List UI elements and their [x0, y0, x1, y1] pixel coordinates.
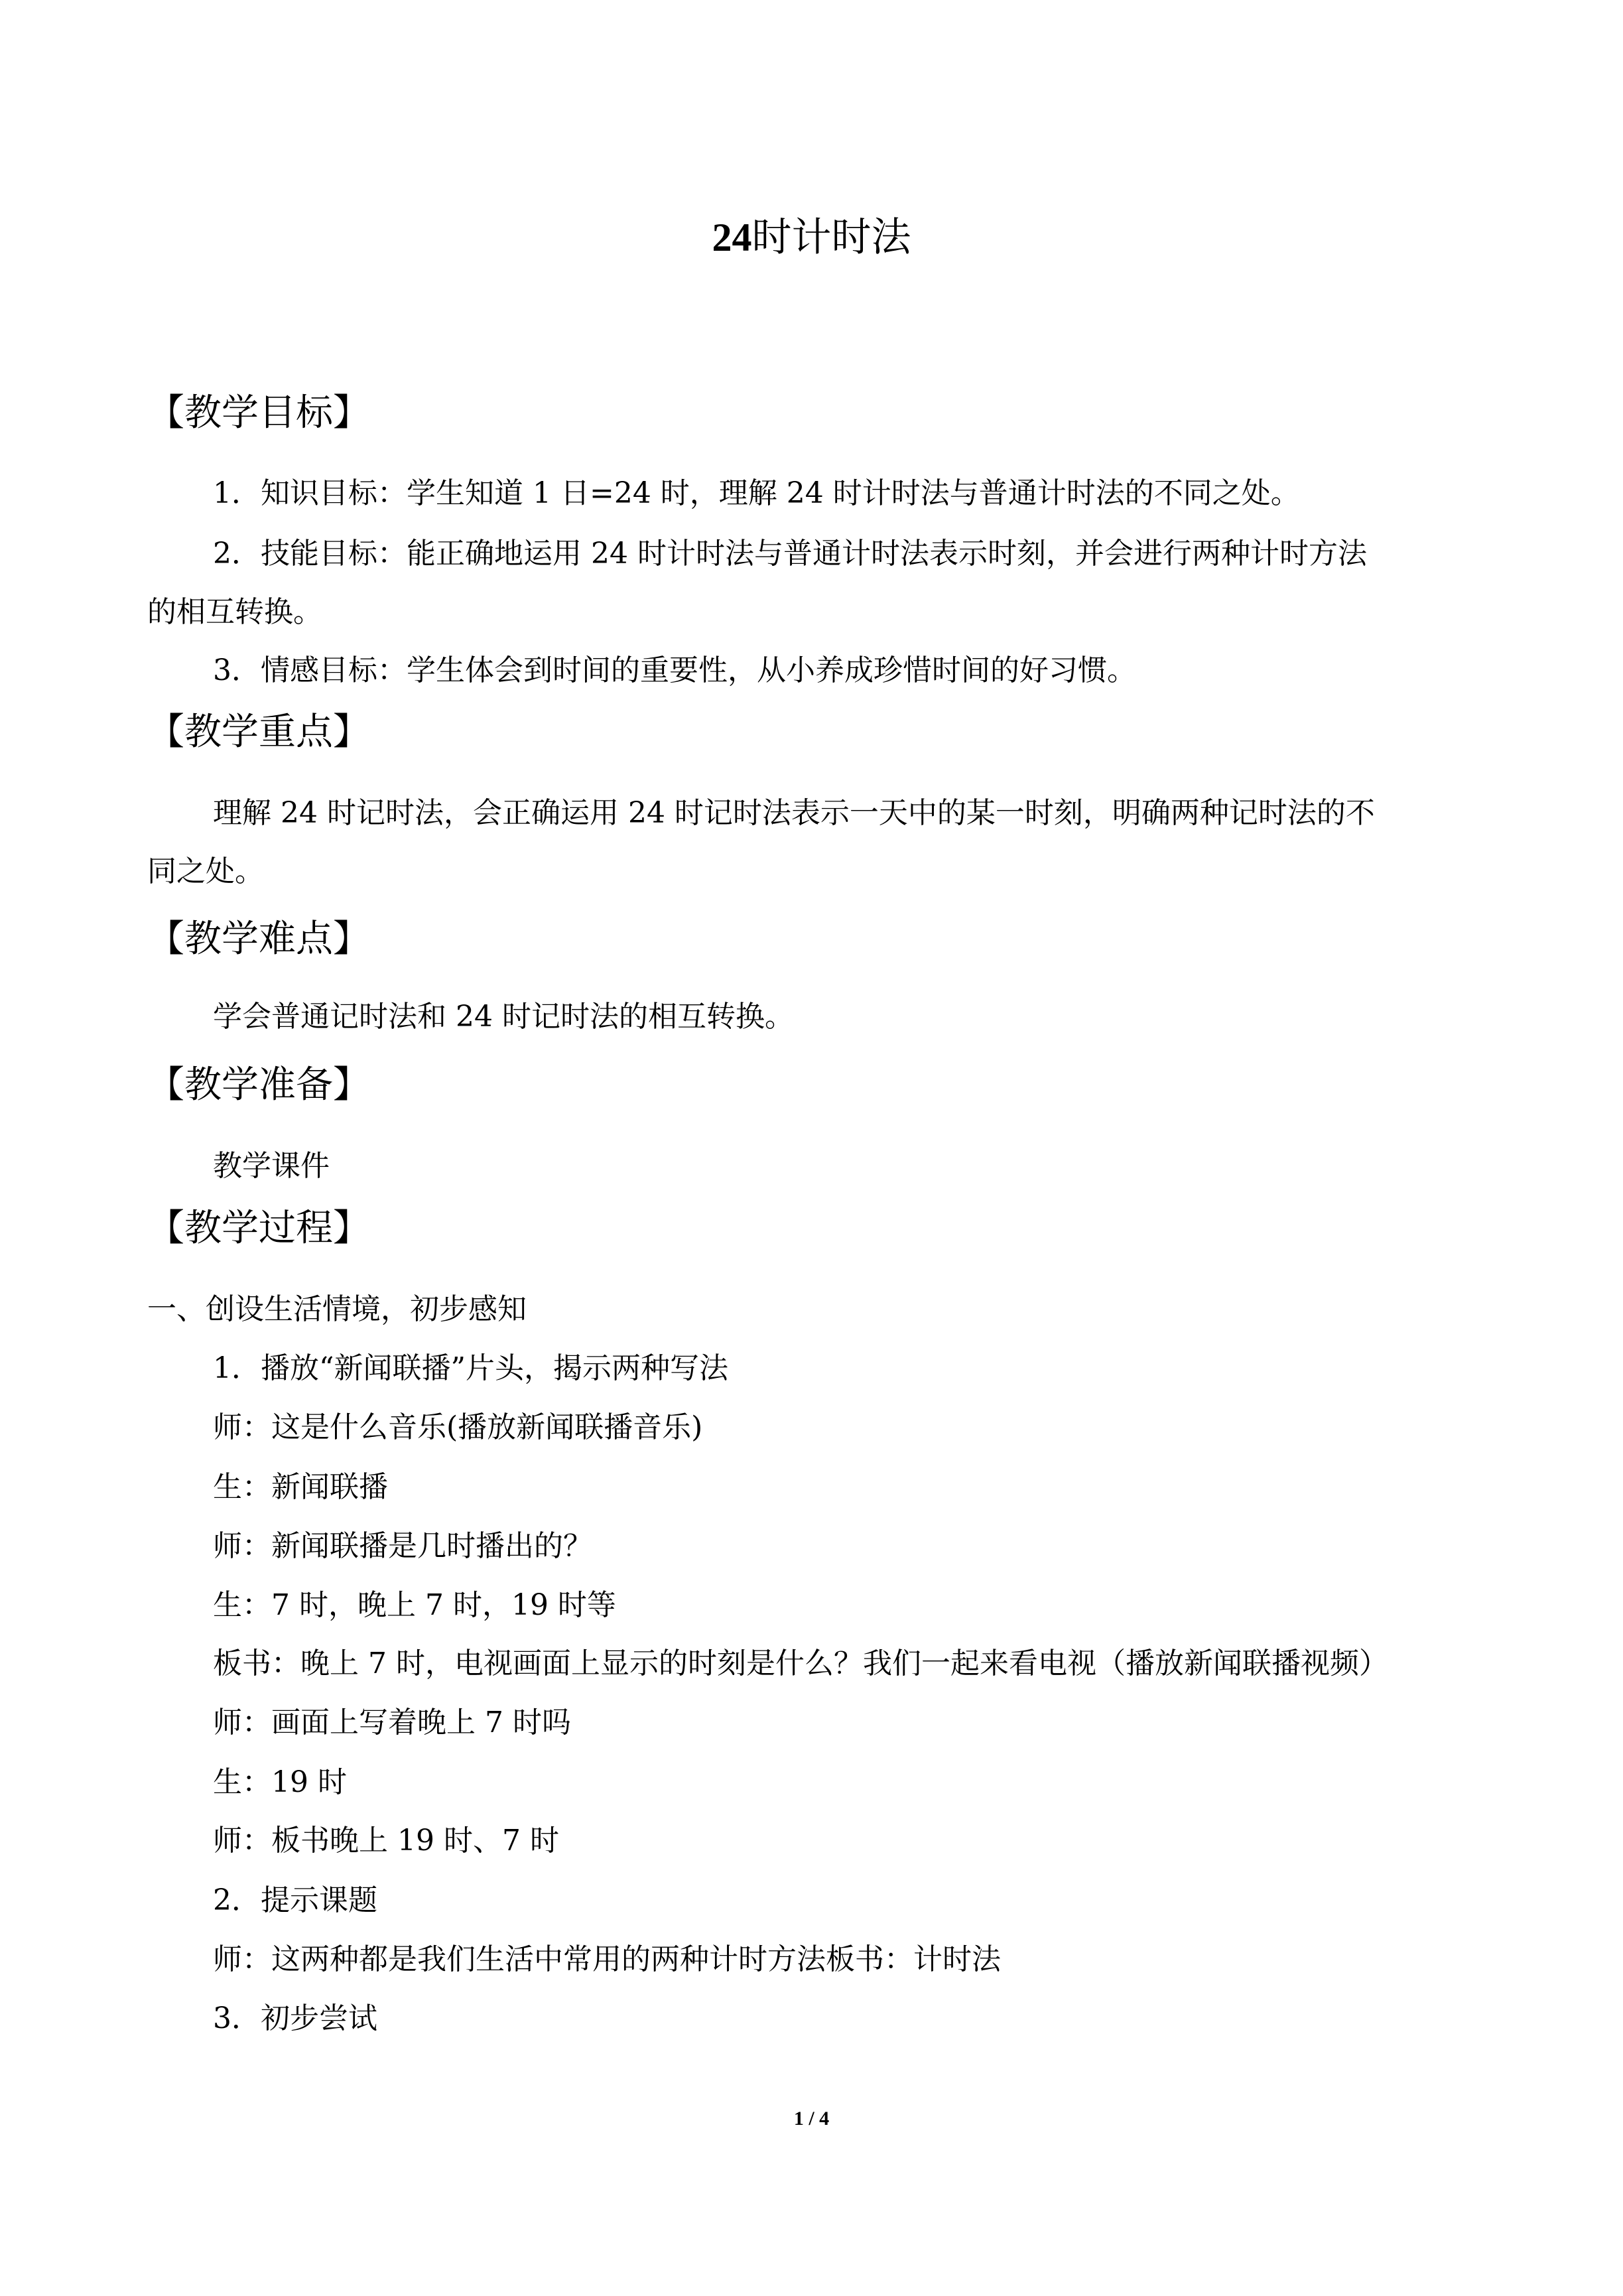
process-line: 3．初步尝试	[213, 2001, 377, 2035]
process-line: 师：这是什么音乐(播放新闻联播音乐)	[213, 1410, 703, 1444]
document-title	[0, 211, 1623, 264]
objective-2-line-1: 2．技能目标：能正确地运用 24 时计时法与普通计时法表示时刻，并会进行两种计时方法	[213, 537, 1367, 571]
process-line: 师：新闻联播是几时播出的？	[213, 1529, 592, 1563]
title-number: 24	[712, 216, 752, 259]
title-text: 时计时法	[751, 214, 911, 261]
process-line: 1．播放“新闻联播”片头，揭示两种写法	[213, 1351, 728, 1385]
process-line: 板书：晚上 7 时，电视画面上显示的时刻是什么？我们一起来看电视（播放新闻联播视频）	[213, 1647, 1388, 1680]
key-points-line-2: 同之处。	[147, 854, 264, 888]
preparation-heading: 【教学准备】	[147, 1063, 370, 1107]
key-points-line-1: 理解 24 时记时法，会正确运用 24 时记时法表示一天中的某一时刻，明确两种记时法的不	[213, 796, 1375, 830]
process-line: 生：7 时，晚上 7 时，19 时等	[213, 1588, 616, 1622]
objective-2-line-2: 的相互转换。	[147, 595, 322, 629]
process-line: 师：这两种都是我们生活中常用的两种计时方法板书：计时法	[213, 1942, 1001, 1976]
page-number: 1 / 4	[793, 2108, 830, 2129]
process-line: 2．提示课题	[213, 1883, 377, 1917]
objectives-heading: 【教学目标】	[147, 391, 370, 435]
objective-1: 1．知识目标：学生知道 1 日=24 时，理解 24 时计时法与普通计时法的不同之处。	[213, 476, 1300, 510]
difficulty-text: 学会普通记时法和 24 时记时法的相互转换。	[213, 1000, 794, 1034]
process-line: 生：19 时	[213, 1765, 347, 1799]
process-line: 师：画面上写着晚上 7 时吗	[213, 1706, 571, 1739]
process-line: 生：新闻联播	[213, 1470, 388, 1504]
key-points-heading: 【教学重点】	[147, 710, 370, 754]
process-line: 一、创设生活情境，初步感知	[147, 1292, 527, 1326]
objective-3: 3．情感目标：学生体会到时间的重要性，从小养成珍惜时间的好习惯。	[213, 653, 1136, 687]
difficulty-heading: 【教学难点】	[147, 917, 370, 961]
process-line: 师：板书晚上 19 时、7 时	[213, 1824, 559, 1857]
process-heading: 【教学过程】	[147, 1207, 370, 1250]
preparation-text: 教学课件	[213, 1149, 330, 1183]
